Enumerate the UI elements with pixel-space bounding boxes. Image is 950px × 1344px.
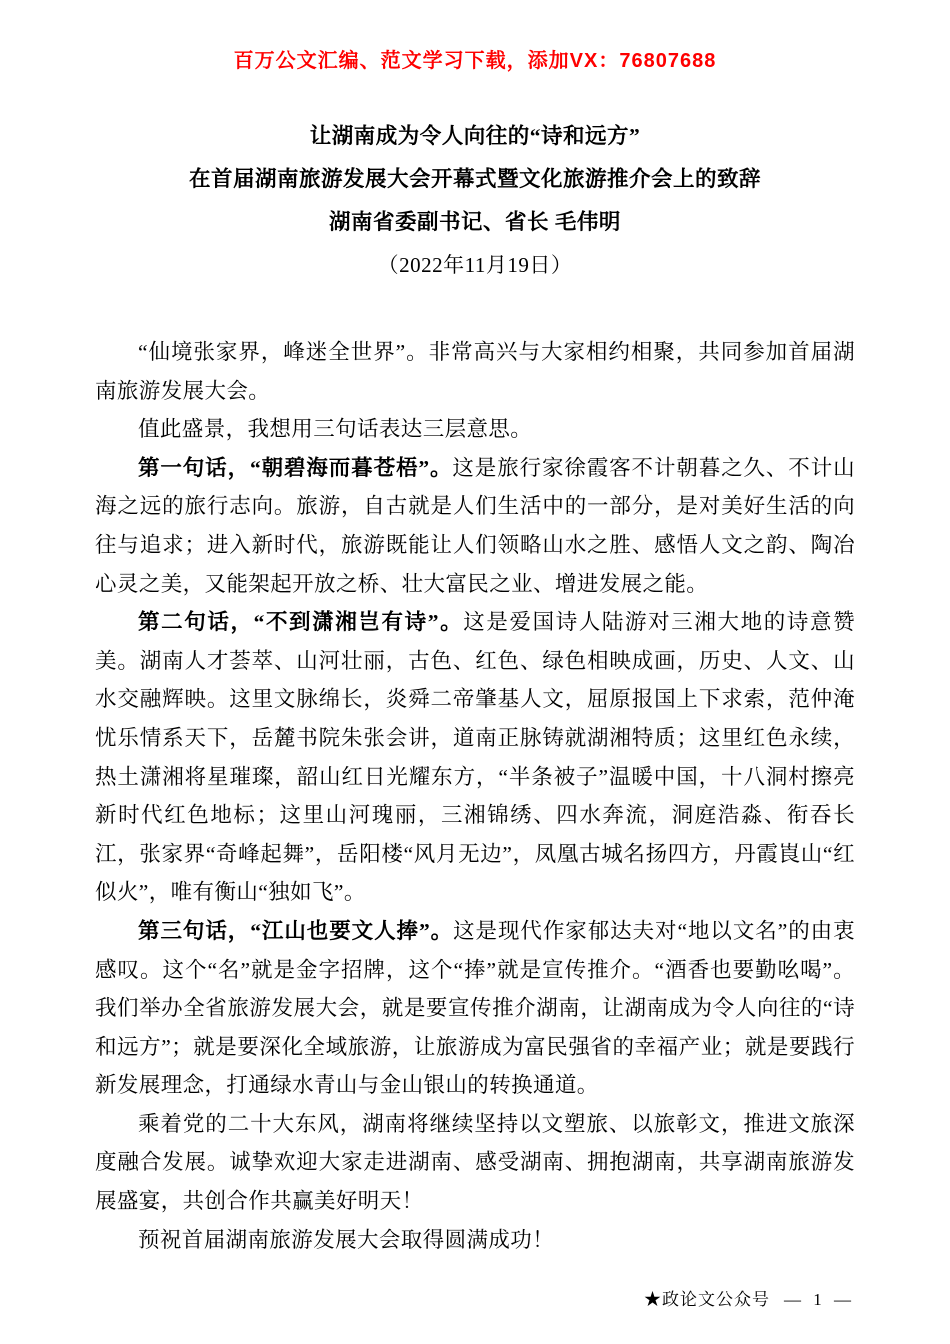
paragraph <box>95 912 855 1105</box>
paragraph-text: 值此盛景，我想用三句话表达三层意思。 <box>138 417 533 442</box>
doc-title: 让湖南成为令人向往的“诗和远方” <box>309 124 641 148</box>
paragraph-text: 乘着党的二十大东风，湖南将继续坚持以文塑旅、以旅彰文，推进文旅深度融合发展。诚挚欢迎大家走进湖南、感受湖南、拥抱湖南，共享湖南旅游发展盛宴，共创合作共赢美好明天！ <box>95 1111 855 1214</box>
title-block <box>95 115 855 287</box>
paragraph <box>95 1221 855 1260</box>
paragraph <box>95 410 855 449</box>
paragraph-text: 这是爱国诗人陆游对三湘大地的诗意赞美。湖南人才荟萃、山河壮丽，古色、红色、绿色相映成画，历史、人文、山水交融辉映。这里文脉绵长，炎舜二帝肇基人文，屈原报国上下求索，范仲淹忧乐情系天下，岳麓书院朱张会讲，道南正脉铸就湖湘特质；这里红色永续，热土潇湘将星璀璨，韶山红日光耀东方，“半条被子”温暖中国，十八洞村擦亮新时代红色地标；这里山河瑰丽，三湘锦绣、四水奔流，洞庭浩淼、衔吞长江，张家界“奇峰起舞”，岳阳楼“风月无边”，凤凰古城名扬四方，丹霞崀山“红似火”，唯有衡山“独如飞”。 <box>95 610 855 905</box>
footer-account-label: ★政论文公众号 <box>644 1290 770 1309</box>
paragraph-text: 预祝首届湖南旅游发展大会取得圆满成功！ <box>138 1227 555 1252</box>
paragraph <box>95 333 855 410</box>
paragraph-text: 这是现代作家郁达夫对“地以文名”的由衷感叹。这个“名”就是金字招牌，这个“捧”就是宣传推介。“酒香也要勤吆喝”。我们举办全省旅游发展大会，就是要宣传推介湖南，让湖南成为令人向往的“诗和远方”；就是要深化全域旅游，让旅游成为富民强省的幸福产业；就是要践行新发展理念，打通绿水青山与金山银山的转换通道。 <box>95 918 855 1098</box>
paragraph-text: 这是旅行家徐霞客不计朝暮之久、不计山海之远的旅行志向。旅游，自古就是人们生活中的一部分，是对美好生活的向往与追求；进入新时代，旅游既能让人们领略山水之胜、感悟人文之韵、陶冶心灵之美，又能架起开放之桥、壮大富民之业、增进发展之能。 <box>95 455 855 596</box>
paragraph-lead-bold: 第一句话，“朝碧海而暮苍梧”。 <box>138 455 453 480</box>
doc-subtitle: 在首届湖南旅游发展大会开幕式暨文化旅游推介会上的致辞 <box>188 167 761 191</box>
paragraph-lead-bold: 第二句话，“不到潇湘岂有诗”。 <box>138 610 464 635</box>
page-number: — 1 — <box>784 1290 855 1309</box>
header-ad-notice: 百万公文汇编、范文学习下载，添加VX：76807688 <box>233 50 717 72</box>
paragraph <box>95 449 855 603</box>
body-paragraphs <box>95 333 855 1259</box>
doc-author: 湖南省委副书记、省长 毛伟明 <box>329 210 621 234</box>
footer <box>644 1285 855 1310</box>
doc-date: （2022年11月19日） <box>377 253 573 277</box>
paragraph-lead-bold: 第三句话，“江山也要文人捧”。 <box>138 918 454 943</box>
paragraph <box>95 603 855 912</box>
paragraph <box>95 1105 855 1221</box>
paragraph-text: “仙境张家界，峰迷全世界”。非常高兴与大家相约相聚，共同参加首届湖南旅游发展大会。 <box>95 340 855 403</box>
